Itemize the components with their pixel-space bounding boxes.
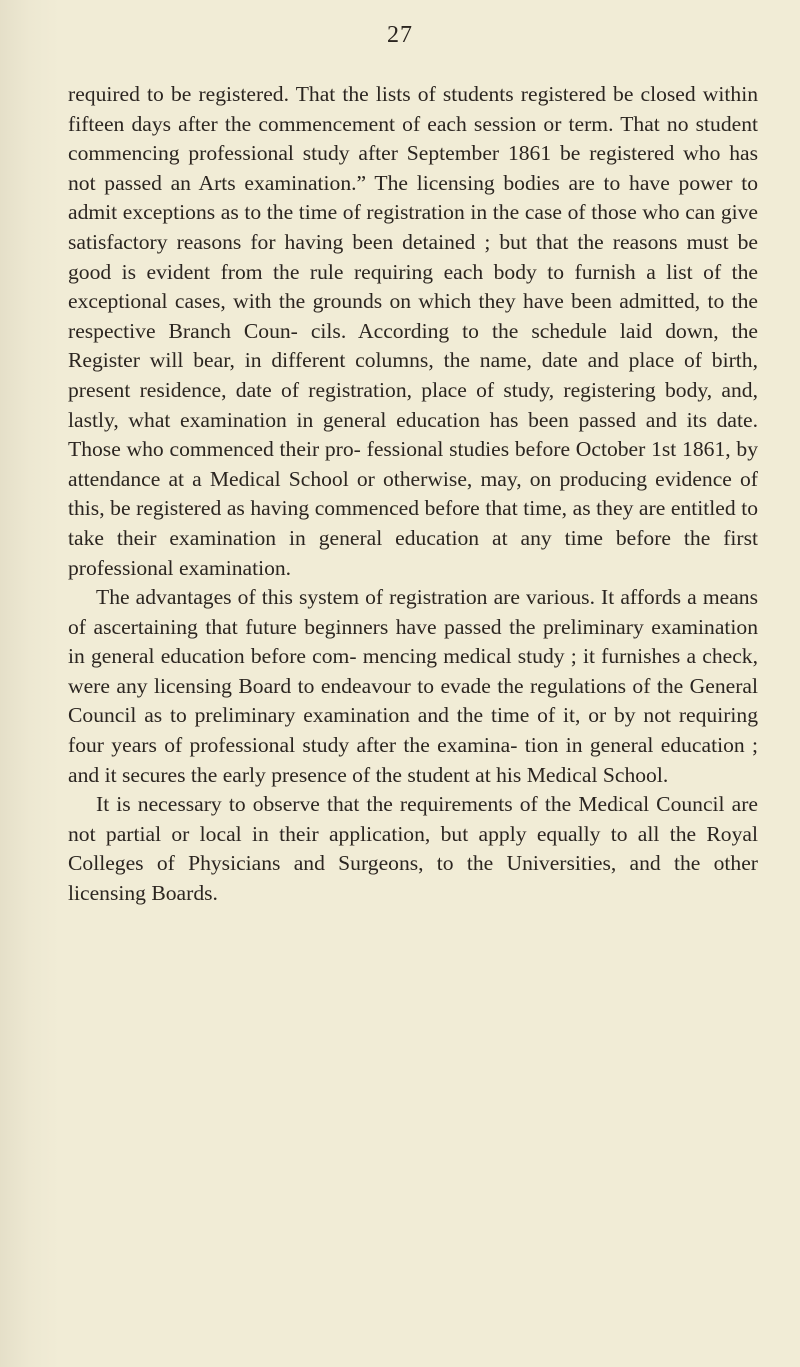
- paragraph-advantages: The advantages of this system of registration are various. It affords a means of ascertaining that future beginners have passed the preliminary examination in general education before com- mencing medical study ; it furnishes a check, were any licensing Board to endeavour to evade the regulations of the General Council as to preliminary examination and the time of it, or by not requiring four years of professional study after the examina- tion in general education ; and it secures the early presence of the student at his Medical School.: [68, 585, 758, 787]
- paragraph-registration-rules: required to be registered. That the lists of students registered be closed within fifteen days after the commencement of each session or term. That no student commencing professional study after September 1861 be registered who has not passed an Arts examination.” The licensing bodies are to have power to admit exceptions as to the time of registration in the case of those who can give satisfactory reasons for having been detained ; but that the reasons must be good is evident from the rule requiring each body to furnish a list of the exceptional cases, with the grounds on which they have been admitted, to the respective Branch Coun- cils. According to the schedule laid down, the Register will bear, in different columns, the name, date and place of birth, present residence, date of registration, place of study, registering body, and, lastly, what examination in general education has been passed and its date. Those who commenced their pro- fessional studies before October 1st 1861, by attendance at a Medical School or otherwise, may, on producing evidence of this, be registered as having commenced before that time, as they are entitled to take their examination in general education at any time before the first professional examination.: [68, 82, 758, 580]
- paragraph-requirements: It is necessary to observe that the requirements of the Medical Council are not partial or local in their application, but apply equally to all the Royal Colleges of Physicians and Surgeons, to the Universities, and the other licensing Boards.: [68, 792, 758, 906]
- body-text: [68, 80, 758, 909]
- page-number: 27: [387, 22, 413, 48]
